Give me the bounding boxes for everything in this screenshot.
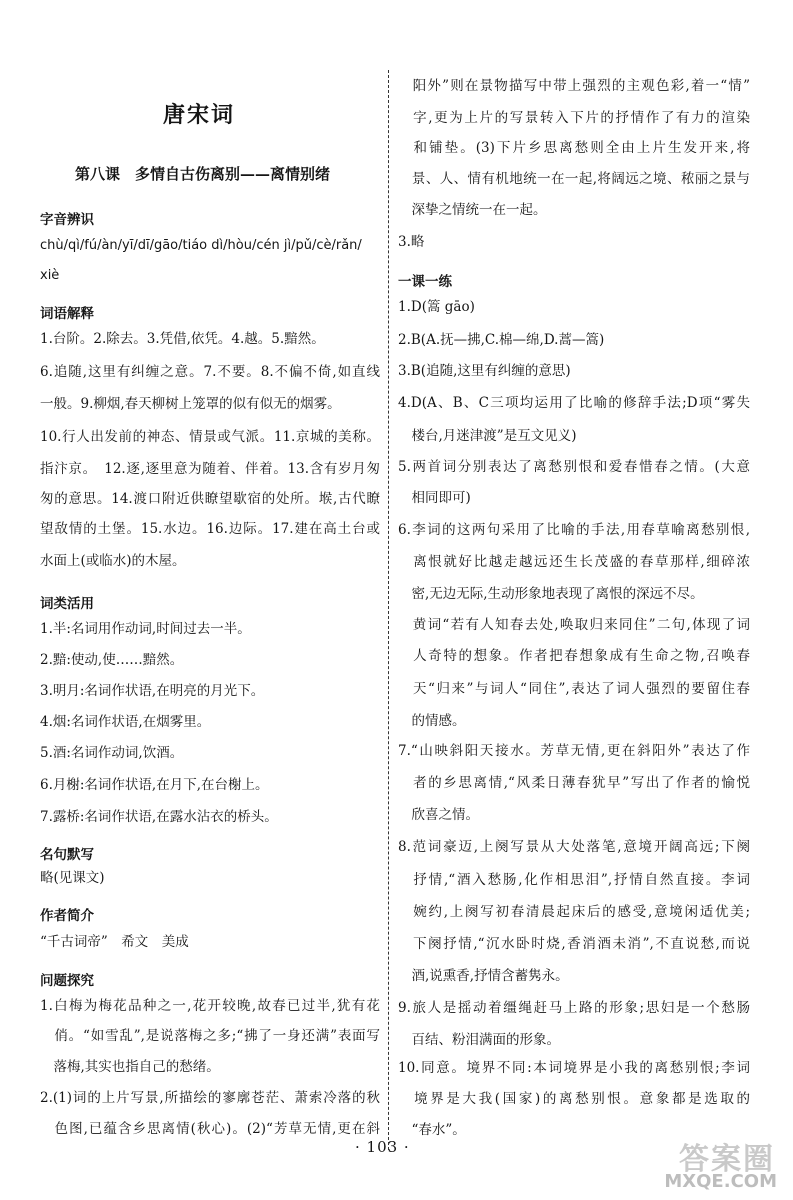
- text-line: 和铺垫。(3)下片乡思离愁则全由上片生发开来,将: [398, 140, 750, 156]
- text-line: 6.李词的这两句采用了比喻的手法,用春草喻离愁别恨,: [398, 522, 750, 538]
- text-line: 4.烟:名词作状语,在烟雾里。: [40, 714, 211, 730]
- text-line: 10.同意。境界不同:本词境界是小我的离愁别恨;李词: [398, 1060, 750, 1076]
- text-line: 2.(1)词的上片写景,所描绘的寥廓苍茫、萧索冷落的秋: [40, 1090, 380, 1106]
- text-line: 者的乡思离情,“风柔日薄春犹早”写出了作者的愉悦: [398, 775, 750, 791]
- section-heading: 词类活用: [40, 596, 94, 612]
- text-line: 3.略: [398, 234, 425, 250]
- page-number: · 103 ·: [355, 1138, 410, 1156]
- text-line: 的情感。: [398, 713, 466, 729]
- text-line: chù/qì/fú/àn/yī/dī/gāo/tiáo dì/hòu/cén jì/pǔ/cè/rǎn/: [40, 238, 362, 253]
- text-line: 一般。9.柳烟,春天柳树上笼罩的似有似无的烟雾。: [40, 396, 341, 412]
- text-line: 7.“山映斜阳天接水。芳草无情,更在斜阳外”表达了作: [398, 743, 750, 759]
- text-line: 指汴京。 12.逐,逐里意为随着、伴着。13.含有岁月匆: [40, 461, 380, 477]
- text-line: 深挚之情统一在一起。: [398, 202, 547, 218]
- text-line: 10.行人出发前的神态、情景或气派。11.京城的美称。: [40, 429, 380, 445]
- text-line: 3.明月:名词作状语,在明亮的月光下。: [40, 683, 265, 699]
- text-line: 俏。“如雪乱”,是说落梅之多;“拂了一身还满”表面写: [40, 1028, 380, 1044]
- watermark-logo: [635, 1134, 785, 1194]
- text-line: 字,更为上片的写景转入下片的抒情作了有力的渲染: [398, 110, 750, 126]
- text-line: 婉约,上阕写初春清晨起床后的感受,意境闲适优美;: [398, 904, 750, 920]
- text-line: 阳外”则在景物描写中带上强烈的主观色彩,着一“情”: [398, 78, 750, 94]
- text-line: 6.追随,这里有纠缠之意。7.不要。8.不偏不倚,如直线: [40, 364, 380, 380]
- text-line: 望敌情的土堡。15.水边。16.边际。17.建在高土台或: [40, 521, 380, 537]
- text-line: 密,无边无际,生动形象地表现了离恨的深远不尽。: [398, 586, 704, 602]
- text-line: “春水”。: [398, 1122, 466, 1138]
- lesson-title: 第八课 多情自古伤离别——离情别绪: [75, 165, 331, 183]
- text-line: 1.半:名词用作动词,时间过去一半。: [40, 621, 251, 637]
- text-line: 7.露桥:名词作状语,在露水沾衣的桥头。: [40, 809, 278, 825]
- text-line: 1.D(篙 gāo): [398, 299, 475, 315]
- text-line: 8.范词豪迈,上阕写景从大处落笔,意境开阔高远;下阕: [398, 839, 750, 855]
- section-heading: 作者简介: [40, 908, 94, 924]
- section-heading: 名句默写: [40, 847, 94, 863]
- text-line: 人奇特的想象。作者把春想象成有生命之物,召唤春: [398, 648, 750, 664]
- text-line: 9.旅人是摇动着缰绳赶马上路的形象;思妇是一个愁肠: [398, 1000, 750, 1016]
- column-divider: [388, 70, 389, 1150]
- text-line: 百结、粉泪满面的形象。: [398, 1032, 560, 1048]
- text-line: 色图,已蕴含乡思离情(秋心)。(2)“芳草无情,更在斜: [40, 1121, 380, 1137]
- text-line: 略(见课文): [40, 870, 105, 886]
- text-line: “千古词帝” 希文 美成: [40, 934, 189, 950]
- text-line: xiè: [40, 268, 60, 283]
- text-line: 匆的意思。14.渡口附近供瞭望歇宿的处所。堠,古代瞭: [40, 491, 380, 507]
- text-line: 2.B(A.抚—拂,C.棉—绵,D.蒿—篙): [398, 332, 605, 348]
- text-line: 天“归来”与词人“同住”,表达了词人强烈的要留住春: [398, 681, 750, 697]
- text-line: 离恨就好比越走越远还生长茂盛的春草那样,细碎浓: [398, 554, 750, 570]
- text-line: 4.D(A、B、C三项均运用了比喻的修辞手法;D项“雾失: [398, 395, 750, 411]
- text-line: 2.黯:使动,使……黯然。: [40, 652, 184, 668]
- text-line: 境界是大我(国家)的离愁别恨。意象都是选取的: [398, 1091, 750, 1107]
- watermark-url: MXQE.COM: [664, 1171, 777, 1192]
- page-title: 唐宋词: [163, 102, 236, 128]
- section-heading: 一课一练: [398, 274, 452, 290]
- text-line: 5.两首词分别表达了离愁别恨和爱春惜春之情。(大意: [398, 459, 750, 475]
- text-line: 落梅,其实也指自己的愁绪。: [40, 1059, 220, 1075]
- text-line: 3.B(追随,这里有纠缠的意思): [398, 363, 571, 379]
- text-line: 景、人、情有机地统一在一起,将阔远之境、秾丽之景与: [398, 171, 750, 187]
- section-heading: 问题探究: [40, 973, 94, 989]
- text-line: 黄词“若有人知春去处,唤取归来同住”二句,体现了词: [398, 617, 750, 633]
- text-line: 1.台阶。2.除去。3.凭借,依凭。4.越。5.黯然。: [40, 331, 325, 347]
- text-line: 下阕抒情,“沉水卧时烧,香消酒未消”,不直说愁,而说: [398, 936, 750, 952]
- text-line: 酒,说熏香,抒情含蓄隽永。: [398, 968, 569, 984]
- text-line: 水面上(或临水)的木屋。: [40, 553, 186, 569]
- section-heading: 词语解释: [40, 306, 94, 322]
- section-heading: 字音辨识: [40, 212, 94, 228]
- text-line: 6.月榭:名词作状语,在月下,在台榭上。: [40, 777, 269, 793]
- text-line: 1.白梅为梅花品种之一,花开较晚,故春已过半,犹有花: [40, 998, 380, 1014]
- text-line: 5.酒:名词作动词,饮酒。: [40, 745, 184, 761]
- text-line: 楼台,月迷津渡”是互文见义): [398, 428, 577, 444]
- text-line: 抒情,“酒入愁肠,化作相思泪”,抒情自然直接。李词: [398, 872, 750, 888]
- text-line: 欣喜之情。: [398, 807, 479, 823]
- watermark-text: 答案圈: [679, 1142, 775, 1177]
- text-line: 相同即可): [398, 490, 471, 506]
